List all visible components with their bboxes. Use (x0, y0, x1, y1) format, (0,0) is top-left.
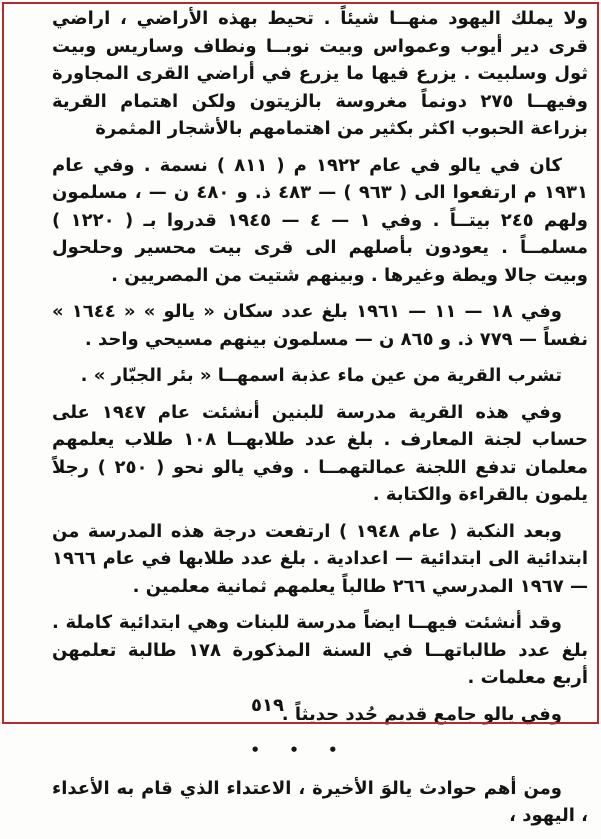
paragraph-surrounding-lands: ولا يملك اليهود منهــا شيئاً . تحيط بهذه الأراضي ، اراضي قرى دير أيوب وعمواس وبيت نوبــا ونطاف وساريس وبيت ثول وسلبيت . يزرع فيها ما يزرع في أراضي القرى المجاورة وفيهــا ٢٧٥ دونماً مغروسة بالزيتون ولكن اهتمام القرية بزراعة الحبوب اكثر بكثير من اهتمامهم بالأشجار المثمرة (52, 8, 588, 139)
paragraph-recent-incidents: ومن أهم حوادث يالوَ الأخيرة ، الاعتداء الذي قام به الأعداء ، اليهود ، (52, 777, 588, 826)
section-separator-dots: • • • (250, 741, 350, 759)
paragraph-boys-school: وفي هذه القرية مدرسة للبنين أنشئت عام ١٩٤٧ على حساب لجنة المعارف . بلغ عدد طلابهــا ١٠٨ طلاب يعلمهم معلمان تدفع اللجنة عمالتهمــا . وفي يالو نحو ( ٢٥٠ ) رجلاً يلمون بالقراءة والكتابة . (52, 401, 589, 505)
page-number: ٥١٩ (251, 695, 284, 716)
paragraph-mosque: وفي يالو جامع قديم جُدد حديثاً . (281, 703, 562, 725)
paragraph-girls-school: وقد أنشئت فيهــا ايضاً مدرسة للبنات وهي ابتدائية كاملة . بلغ عدد طالباتهــا في السنة المذكورة ١٧٨ طالبة تعلمهن أربع معلمات . (52, 612, 589, 688)
paragraph-population-1961: وفي ١٨ — ١١ — ١٩٦١ بلغ عدد سكان « يالو » « ١٦٤٤ » نفساً — ٧٧٩ ذ. و ٨٦٥ ن — مسلمون بينهم مسيحي واحد . (52, 301, 588, 350)
paragraph-school-after-nakba: وبعد النكبة ( عام ١٩٤٨ ) ارتفعت درجة هذه المدرسة من ابتدائية الى ابتدائية — اعدادية . بلغ عدد طلابها في عام ١٩٦٦ — ١٩٦٧ المدرسي ٢٦٦ طالباً يعلمهم ثمانية معلمين . (52, 520, 588, 597)
paragraph-water-spring: تشرب القرية من عين ماء عذبة اسمهــا « بئر الجبّار » . (80, 365, 562, 386)
paragraph-population-1922-1945: كان في يالو في عام ١٩٢٢ م ( ٨١١ ) نسمة . وفي عام ١٩٣١ م ارتفعوا الى ( ٩٦٣ ) — ٤٨٣ ذ. و ٤٨٠ ن — ، مسلمون ولهم ٢٤٥ بيتــاً . وفي ١ — ٤ — ١٩٤٥ قدروا بـ ( ١٢٢٠ ) مسلمــاً . يعودون بأصلهم الى قرى بيت محسير وحلحول وبيت جالا ويطة وغيرها . وبينهم شتيت من المصريين . (52, 154, 588, 286)
